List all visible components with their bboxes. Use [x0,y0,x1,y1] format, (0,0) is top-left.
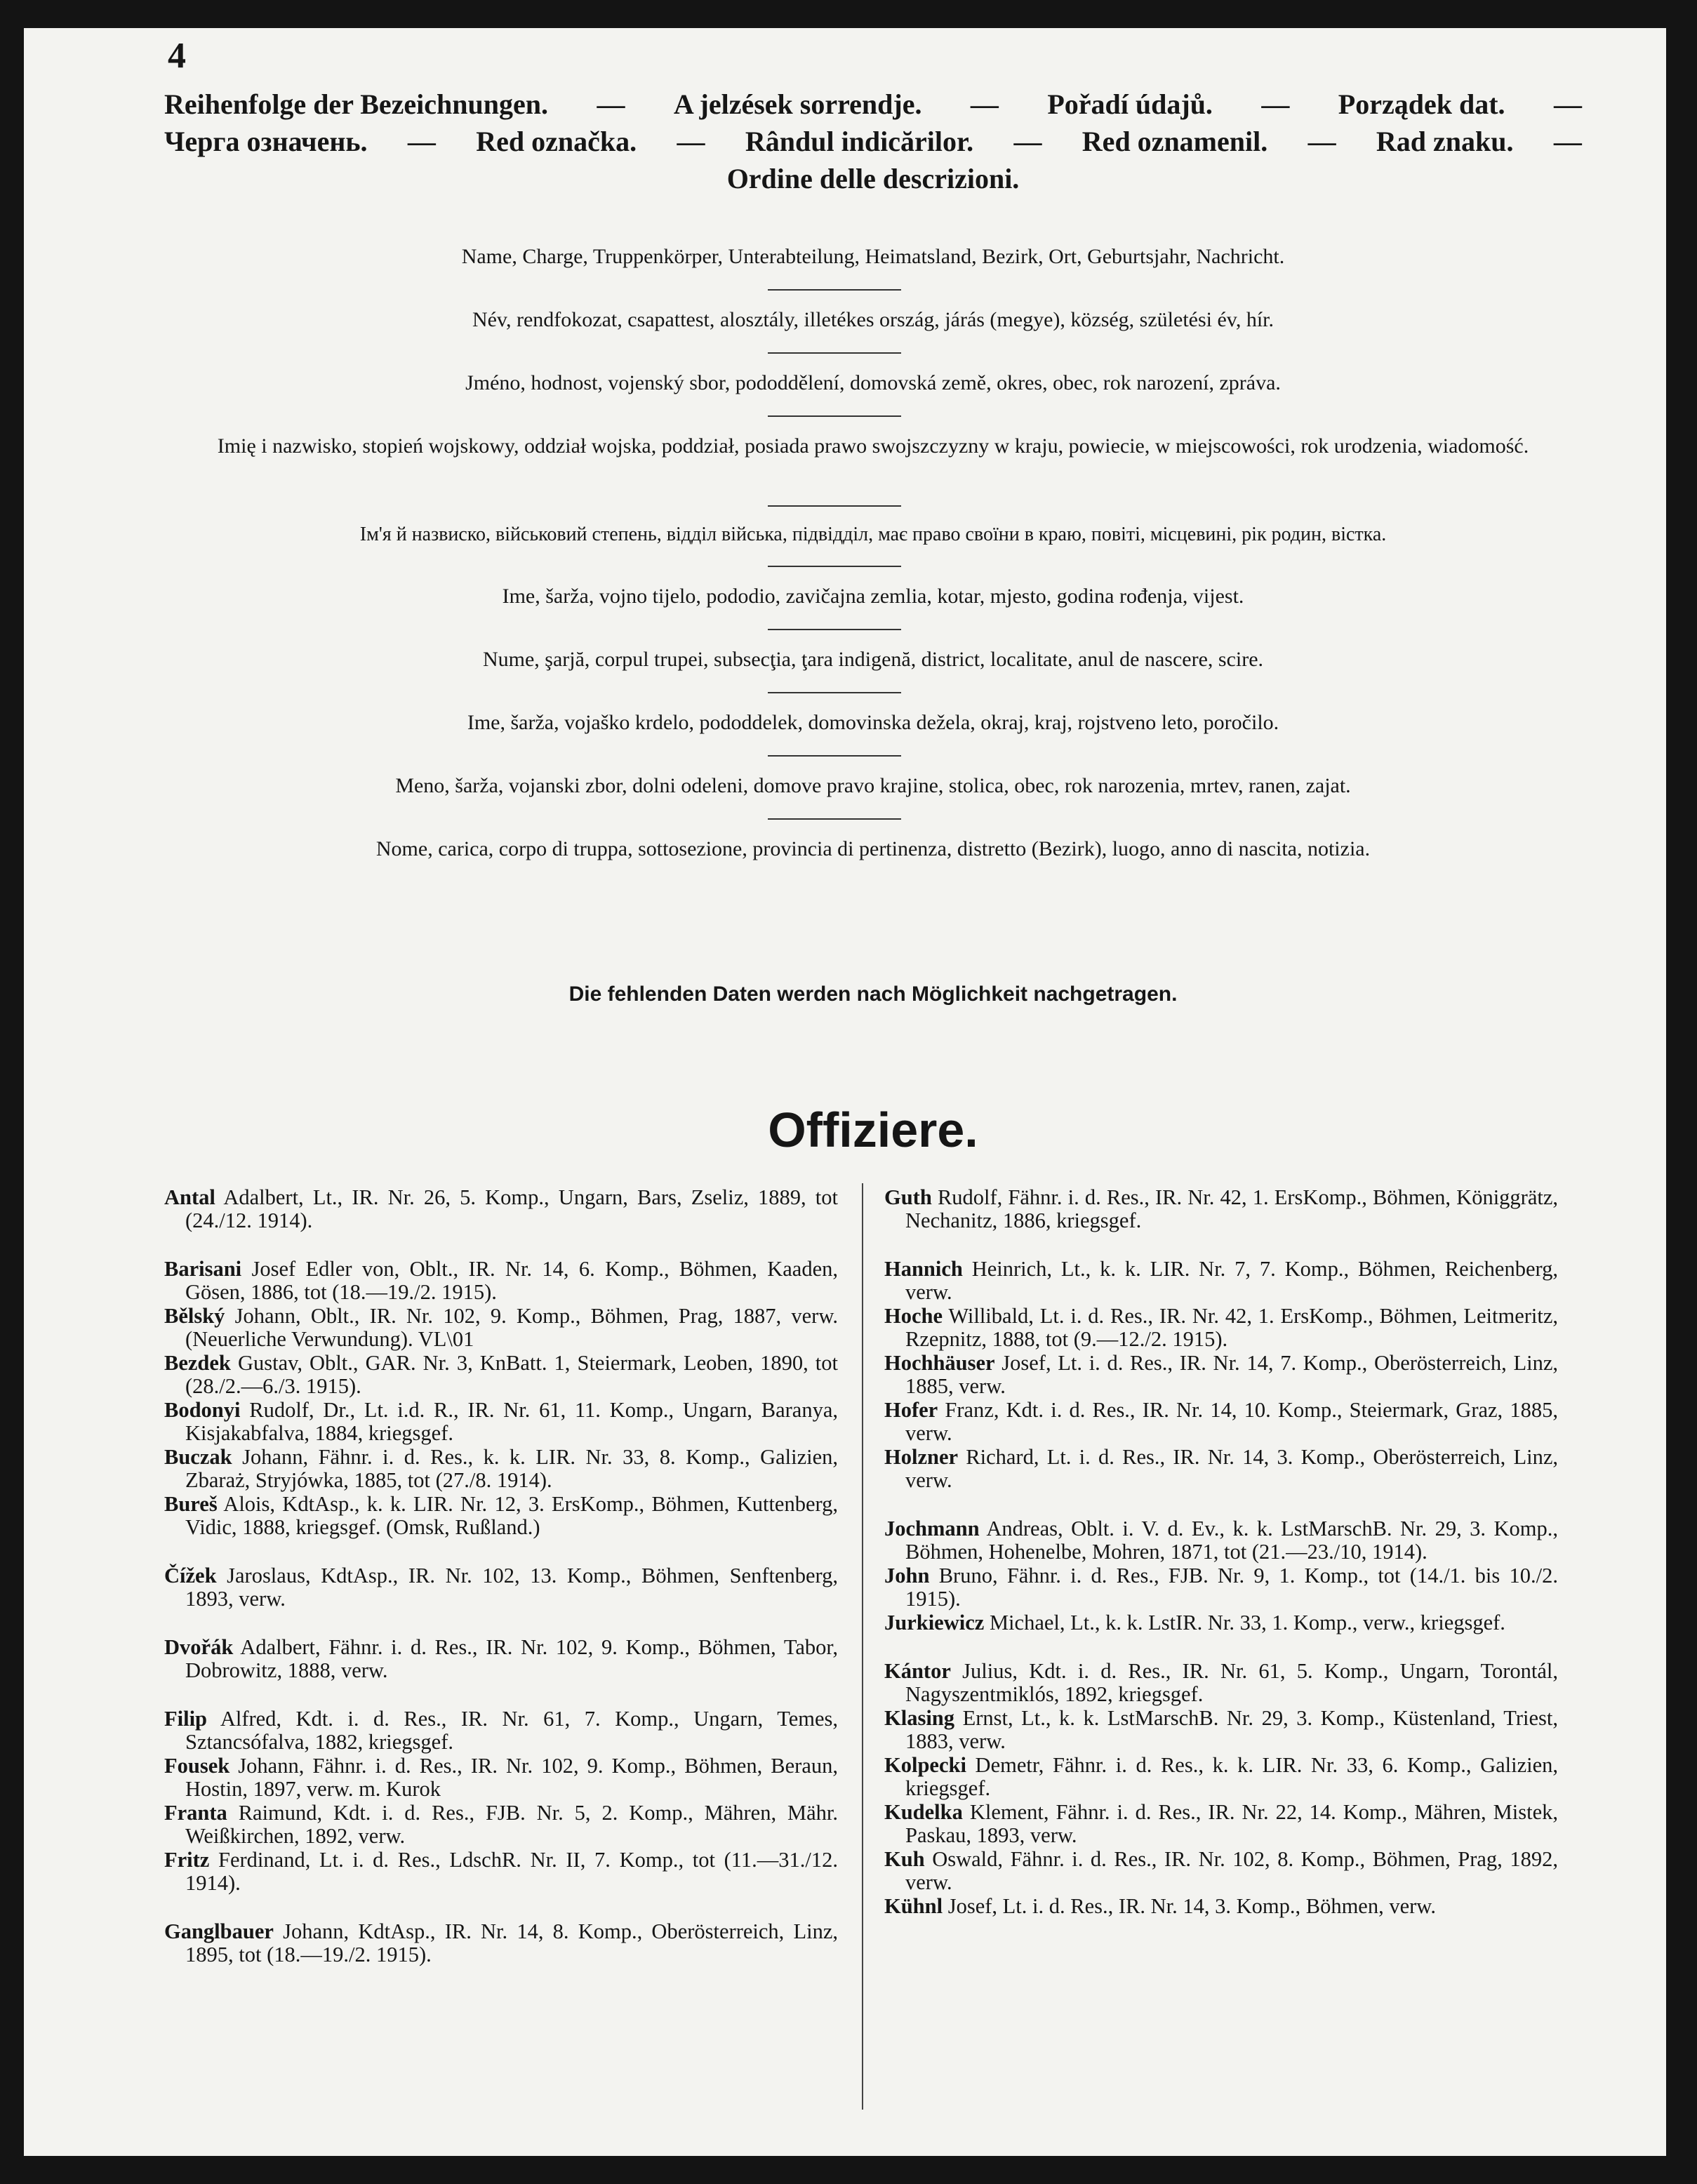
officer-details: Willibald, Lt. i. d. Res., IR. Nr. 42, 1. ErsKomp., Böhmen, Leitmeritz, Rzepnitz, 1888, tot (9.—12./2. 1915). [905,1304,1558,1351]
officer-surname: Buczak [164,1445,232,1469]
officer-details: Andreas, Oblt. i. V. d. Ev., k. k. LstMarschB. Nr. 29, 3. Komp., Böhmen, Hohenelbe, Mohren, 1871, tot (21.—23./10, 1914). [905,1517,1558,1564]
officer-details: Rudolf, Fähnr. i. d. Res., IR. Nr. 42, 1. ErsKomp., Böhmen, Königgrätz, Nechanitz, 1886, kriegsgef. [905,1185,1558,1232]
heading-segment: — [407,126,436,157]
officer-details: Jaroslaus, KdtAsp., IR. Nr. 102, 13. Komp., Böhmen, Senftenberg, 1893, verw. [185,1564,838,1611]
officer-details: Johann, KdtAsp., IR. Nr. 14, 8. Komp., Oberösterreich, Linz, 1895, tot (18.—19./2. 1915). [185,1919,838,1966]
heading-segment: Reihenfolge der Bezeichnungen. [164,88,549,120]
officer-surname: Fousek [164,1754,230,1778]
officer-entry [884,1801,1558,1847]
officer-entry [164,1802,838,1848]
officer-surname: Kühnl [884,1894,943,1918]
heading-segment: Red označka. [476,126,637,157]
officer-surname: Bezdek [164,1351,231,1375]
heading-segment: — [597,88,625,120]
heading-segment: Rândul indicărilor. [745,126,974,157]
officer-details: Adalbert, Fähnr. i. d. Res., IR. Nr. 102, 9. Komp., Böhmen, Tabor, Dobrowitz, 1888, verw. [185,1635,838,1682]
officer-details: Ernst, Lt., k. k. LstMarschB. Nr. 29, 3. Komp., Küstenland, Triest, 1883, verw. [905,1706,1558,1753]
officer-details: Richard, Lt. i. d. Res., IR. Nr. 14, 3. Komp., Oberösterreich, Linz, verw. [905,1445,1558,1492]
legend-czech: Jméno, hodnost, vojenský sbor, pododdělení, domovská země, okres, obec, rok narození, zpráva. [465,371,1281,394]
heading-segment: — [1013,126,1042,157]
officer-surname: Kuh [884,1847,925,1871]
officer-surname: Hannich [884,1257,963,1281]
legend-romanian: Nume, şarjă, corpul trupei, subsecţia, ţara indigenă, district, localitate, anul de nascere, scire. [482,648,1264,671]
officer-details: Gustav, Oblt., GAR. Nr. 3, KnBatt. 1, Steiermark, Leoben, 1890, tot (28./2.—6./3. 1915). [185,1351,838,1398]
legend-separator [768,352,901,354]
officer-surname: Čížek [164,1564,217,1587]
officer-surname: Bureš [164,1492,218,1516]
officer-surname: Ganglbauer [164,1919,274,1943]
officer-entry [164,1564,838,1611]
officer-surname: Jochmann [884,1517,980,1540]
heading-segment: — [1307,126,1336,157]
officer-surname: Bělský [164,1304,225,1328]
heading-segment: Porządek dat. [1338,88,1505,120]
officer-surname: Holzner [884,1445,959,1469]
heading-segment: — [1553,126,1582,157]
officer-surname: Kántor [884,1659,951,1683]
page-number: 4 [168,36,186,76]
officer-details: Oswald, Fähnr. i. d. Res., IR. Nr. 102, 8. Komp., Böhmen, Prag, 1892, verw. [905,1847,1558,1894]
officer-details: Johann, Oblt., IR. Nr. 102, 9. Komp., Böhmen, Prag, 1887, verw. (Neuerliche Verwundung). VL\01 [185,1304,838,1351]
officer-surname: Hoche [884,1304,943,1328]
heading-line-1 [164,88,1582,121]
officer-entry [884,1258,1558,1304]
missing-data-note: Die fehlenden Daten werden nach Möglichkeit nachgetragen. [568,983,1178,1006]
officer-details: Adalbert, Lt., IR. Nr. 26, 5. Komp., Ungarn, Bars, Zseliz, 1889, tot (24./12. 1914). [185,1185,838,1232]
officer-entry [164,1352,838,1398]
legend-hungarian: Név, rendfokozat, csapattest, alosztály, illetékes ország, járás (megye), község, születési év, hír. [472,308,1275,331]
officer-entry [164,1920,838,1966]
legend-separator [768,566,901,567]
officer-entry [164,1399,838,1445]
officer-entry [884,1611,1558,1634]
officer-surname: Antal [164,1185,215,1209]
officer-entry [164,1754,838,1801]
heading-segment: — [1261,88,1290,120]
officer-surname: Hochhäuser [884,1351,995,1375]
officer-details: Johann, Fähnr. i. d. Res., IR. Nr. 102, 9. Komp., Böhmen, Beraun, Hostin, 1897, verw. m. Kurok [185,1754,838,1801]
entries-right-column [884,1186,1558,1919]
legend-separator [768,289,901,291]
officer-details: Raimund, Kdt. i. d. Res., FJB. Nr. 5, 2. Komp., Mähren, Mähr. Weißkirchen, 1892, verw. [185,1801,838,1848]
officer-entry [164,1849,838,1895]
officer-surname: Kudelka [884,1800,963,1824]
heading-segment: Rad znaku. [1376,126,1514,157]
officer-details: Rudolf, Dr., Lt. i.d. R., IR. Nr. 61, 11. Komp., Ungarn, Baranya, Kisjakabfalva, 1884, kriegsgef. [185,1398,838,1445]
legend-ukrainian: Ім'я й назвиско, військовий степень, відділ війська, підвідділ, має право своїни в краю, повіті, місцевині, рік родин, вістка. [359,524,1387,545]
section-title: Offiziere. [768,1103,978,1157]
scan-border-left [0,0,24,2184]
legend-separator [768,755,901,757]
officer-surname: Franta [164,1801,227,1825]
officer-entry [884,1660,1558,1706]
legend-separator [768,692,901,693]
officer-details: Johann, Fähnr. i. d. Res., k. k. LIR. Nr. 33, 8. Komp., Galizien, Zbaraż, Stryjówka, 1885, tot (27./8. 1914). [185,1445,838,1492]
heading-segment: Pořadí údajů. [1047,88,1213,120]
officer-details: Josef, Lt. i. d. Res., IR. Nr. 14, 7. Komp., Oberösterreich, Linz, 1885, verw. [905,1351,1558,1398]
officer-entry [164,1258,838,1304]
officer-surname: Dvořák [164,1635,234,1659]
officer-details: Josef, Lt. i. d. Res., IR. Nr. 14, 3. Komp., Böhmen, verw. [943,1894,1436,1918]
document-page [24,28,1666,2156]
officer-details: Franz, Kdt. i. d. Res., IR. Nr. 14, 10. Komp., Steiermark, Graz, 1885, verw. [905,1398,1558,1445]
officer-details: Michael, Lt., k. k. LstIR. Nr. 33, 1. Komp., verw., kriegsgef. [984,1611,1505,1634]
heading-segment: — [677,126,705,157]
entries-left-column [164,1186,838,1967]
officer-entry [884,1446,1558,1492]
officer-entry [884,1399,1558,1445]
officer-details: Julius, Kdt. i. d. Res., IR. Nr. 61, 5. Komp., Ungarn, Torontál, Nagyszentmiklós, 1892, kriegsgef. [905,1659,1558,1706]
scan-border-top [0,0,1697,28]
officer-entry [884,1895,1558,1918]
officer-entry [884,1707,1558,1753]
heading-segment: Red oznamenil. [1082,126,1268,157]
legend-slovenian: Ime, šarža, vojaško krdelo, pododdelek, domovinska dežela, okraj, kraj, rojstveno leto, poročilo. [467,711,1279,734]
officer-surname: Barisani [164,1257,242,1281]
officer-entry [164,1446,838,1492]
officer-details: Josef Edler von, Oblt., IR. Nr. 14, 6. Komp., Böhmen, Kaaden, Gösen, 1886, tot (18.—19./2. 1915). [185,1257,838,1304]
officer-details: Alois, KdtAsp., k. k. LIR. Nr. 12, 3. ErsKomp., Böhmen, Kuttenberg, Vidic, 1888, kriegsgef. (Omsk, Rußland.) [185,1492,838,1539]
scan-border-right [1666,0,1697,2184]
officer-entry [884,1186,1558,1232]
legend-separator [768,415,901,417]
officer-details: Alfred, Kdt. i. d. Res., IR. Nr. 61, 7. Komp., Ungarn, Temes, Sztancsófalva, 1882, kriegsgef. [185,1707,838,1754]
scan-border-bottom [0,2156,1697,2184]
officer-surname: Jurkiewicz [884,1611,985,1634]
officer-surname: Filip [164,1707,208,1731]
legend-croatian: Ime, šarža, vojno tijelo, pododio, zavičajna zemlia, kotar, mjesto, godina rođenja, vijest. [502,585,1244,608]
officer-entry [164,1493,838,1539]
officer-entry [884,1848,1558,1894]
officer-details: Klement, Fähnr. i. d. Res., IR. Nr. 22, 14. Komp., Mähren, Mistek, Paskau, 1893, verw. [905,1800,1558,1847]
officer-surname: John [884,1564,930,1587]
heading-segment: — [1553,88,1582,120]
officer-entry [884,1517,1558,1564]
heading-segment: — [970,88,999,120]
officer-surname: Klasing [884,1706,955,1730]
officer-entry [164,1186,838,1232]
officer-details: Heinrich, Lt., k. k. LIR. Nr. 7, 7. Komp., Böhmen, Reichenberg, verw. [905,1257,1558,1304]
legend-separator [768,818,901,820]
officer-entry [884,1564,1558,1611]
officer-entry [884,1352,1558,1398]
officer-details: Bruno, Fähnr. i. d. Res., FJB. Nr. 9, 1. Komp., tot (14./1. bis 10./2. 1915). [905,1564,1558,1611]
officer-surname: Bodonyi [164,1398,241,1422]
legend-separator [768,629,901,630]
officer-details: Ferdinand, Lt. i. d. Res., LdschR. Nr. II, 7. Komp., tot (11.—31./12. 1914). [185,1848,838,1895]
officer-surname: Kolpecki [884,1753,966,1777]
legend-slovak: Meno, šarža, vojanski zbor, dolni odeleni, domove pravo krajine, stolica, obec, rok narozenia, mrtev, ranen, zajat. [395,774,1351,797]
officer-entry [164,1707,838,1754]
legend-italian: Nome, carica, corpo di truppa, sottosezione, provincia di pertinenza, distretto (Bezirk), luogo, anno di nascita, notizia. [375,837,1371,860]
officer-entry [884,1305,1558,1351]
legend-german: Name, Charge, Truppenkörper, Unterabteilung, Heimatsland, Bezirk, Ort, Geburtsjahr, Nachricht. [461,245,1285,268]
officer-surname: Hofer [884,1398,938,1422]
officer-entry [164,1636,838,1682]
heading-line-3: Ordine delle descrizioni. [726,163,1020,194]
legend-polish: Imię i nazwisko, stopień wojskowy, oddział wojska, poddział, posiada prawo swojszczyzny w kraju, powiecie, w miejscowości, rok urodzenia, wiadomość. [217,434,1529,458]
heading-segment: A jelzések sorrendje. [673,88,922,120]
legend-separator [768,505,901,507]
heading-line-2 [164,125,1582,158]
officer-entry [884,1754,1558,1800]
column-divider [862,1183,863,2110]
officer-surname: Fritz [164,1848,210,1872]
officer-entry [164,1305,838,1351]
heading-segment: Черга означень. [164,126,368,157]
officer-details: Demetr, Fähnr. i. d. Res., k. k. LIR. Nr. 33, 6. Komp., Galizien, kriegsgef. [905,1753,1558,1800]
officer-surname: Guth [884,1185,932,1209]
